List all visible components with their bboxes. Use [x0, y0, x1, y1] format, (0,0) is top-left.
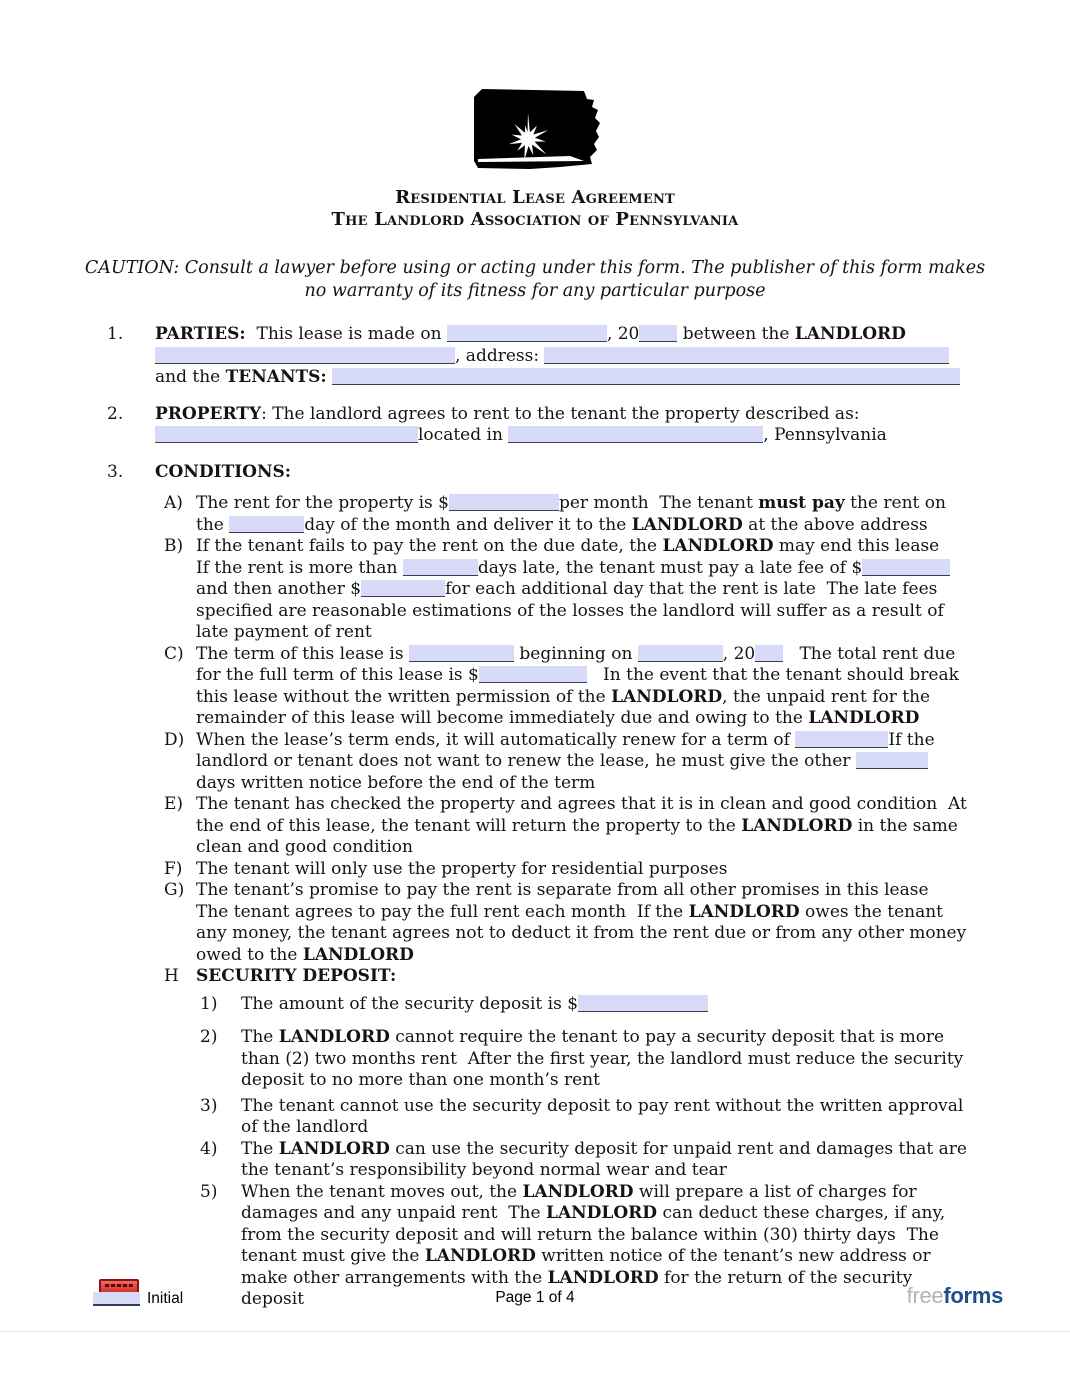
- bold-text-run: LANDLORD: [278, 1138, 390, 1159]
- text-run: can deduct these charges, if any, from the security deposit and will return the balance within (30) thirty days The tenant must give the: [241, 1203, 951, 1266]
- deposit-number: 4): [200, 1138, 218, 1159]
- total-rent-field[interactable]: [479, 666, 587, 683]
- condition-content: [196, 536, 967, 644]
- bold-text-run: SECURITY DEPOSIT:: [196, 966, 397, 986]
- lease-year-field[interactable]: [639, 325, 677, 342]
- bold-text-run: PROPERTY: [155, 403, 262, 424]
- text-run: owes the tenant any money, the tenant agrees not to deduct it from the rent due or from any other money owed to the: [196, 901, 972, 965]
- deposit-content: [241, 994, 967, 1016]
- text-run: days written notice before the end of the term: [196, 751, 934, 793]
- condition-letter: C): [164, 643, 184, 664]
- condition-item: [164, 730, 967, 795]
- numbered-item: [107, 324, 967, 389]
- text-run: The rent for the property is $: [196, 493, 449, 513]
- bold-text-run: LANDLORD: [662, 536, 774, 556]
- deposit-content: [241, 1138, 973, 1182]
- condition-content: [196, 730, 967, 795]
- condition-content: [196, 880, 972, 966]
- deposit-content: [241, 1027, 967, 1092]
- text-run: When the tenant moves out, the: [241, 1181, 523, 1202]
- deposit-content: [241, 1096, 967, 1139]
- bold-text-run: PARTIES:: [155, 324, 246, 344]
- text-run: for the return of the security deposit: [241, 1267, 918, 1309]
- text-run: cannot require the tenant to pay a security deposit that is more than (2) two months rent After the first year, the landlord must reduce the security deposit to no more than one month’s rent: [241, 1027, 969, 1090]
- text-run: , 20: [606, 324, 640, 344]
- brand-forms-text: forms: [943, 1283, 1003, 1308]
- late-fee-field[interactable]: [862, 559, 950, 576]
- text-run: per month The tenant: [558, 493, 759, 513]
- text-run: day of the month and deliver it to the: [304, 514, 632, 535]
- deposit-number: 3): [200, 1095, 218, 1116]
- lease-date-field[interactable]: [447, 325, 607, 342]
- pennsylvania-silhouette: [474, 89, 600, 169]
- deposit-number: 2): [200, 1027, 218, 1047]
- text-run: will prepare a list of charges for damages and any unpaid rent The: [241, 1181, 923, 1223]
- text-run: The total rent due for the full term of this lease is $: [196, 643, 961, 685]
- text-run: at the above address: [742, 514, 928, 535]
- text-run: If the tenant fails to pay the rent on the due date, the: [196, 536, 663, 556]
- document-items: [0, 324, 1070, 1311]
- text-run: located in: [418, 425, 509, 445]
- item-number: 3.: [107, 461, 124, 482]
- condition-content: [196, 644, 967, 730]
- text-run: The tenant’s promise to pay the rent is separate from all other promises in this lease The tenant agrees to pay the full rent each month If the: [196, 880, 940, 922]
- condition-content: [196, 794, 973, 859]
- text-run: The tenant cannot use the security deposit to pay rent without the written approval of the landlord: [241, 1095, 969, 1137]
- text-run: This lease is made on: [245, 324, 447, 344]
- text-run: may end this lease If the rent is more than: [196, 536, 956, 578]
- bold-text-run: LANDLORD: [278, 1027, 390, 1047]
- bold-text-run: LANDLORD: [688, 901, 800, 922]
- condition-letter: H: [164, 966, 179, 986]
- condition-letter: F): [164, 858, 183, 879]
- text-run: : The landlord agrees to rent to the tenant the property described as:: [261, 403, 860, 424]
- condition-letter: E): [164, 794, 184, 814]
- text-run: The: [241, 1138, 279, 1159]
- text-run: can use the security deposit for unpaid rent and damages that are the tenant’s responsibility beyond normal wear and tear: [241, 1138, 973, 1180]
- initial-label: Initial: [147, 1290, 184, 1307]
- caution-notice: CAUTION: Consult a lawyer before using or acting under this form. The publisher of this form makes no warranty of its fitness for any particular purpose: [84, 258, 986, 301]
- text-run: between the: [677, 324, 795, 344]
- condition-letter: D): [164, 729, 185, 750]
- bold-text-run: LANDLORD: [545, 1203, 658, 1223]
- deposit-item: [200, 1096, 967, 1139]
- item-content: [155, 324, 967, 389]
- text-run: When the lease’s term ends, it will automatically renew for a term of: [196, 729, 796, 750]
- text-run: written notice of the tenant’s new address or make other arrangements with the: [241, 1246, 937, 1288]
- bold-text-run: LANDLORD: [631, 514, 743, 535]
- deposit-number: 5): [200, 1181, 218, 1202]
- bold-text-run: must pay: [758, 493, 845, 513]
- condition-item: [164, 794, 973, 859]
- text-run: and the: [155, 367, 226, 387]
- bold-text-run: LANDLORD: [302, 944, 414, 965]
- condition-content: [196, 493, 967, 536]
- property-city-field[interactable]: [508, 426, 763, 443]
- text-run: The term of this lease is: [196, 643, 409, 664]
- bold-text-run: LANDLORD: [794, 324, 906, 344]
- text-run: , Pennsylvania: [763, 425, 887, 445]
- text-run: The: [241, 1027, 279, 1047]
- late-days-field[interactable]: [403, 559, 478, 576]
- bold-text-run: LANDLORD: [741, 815, 853, 836]
- bold-text-run: LANDLORD: [424, 1246, 536, 1266]
- text-run: The amount of the security deposit is $: [241, 993, 579, 1014]
- condition-item: [164, 493, 967, 536]
- additional-late-fee-field[interactable]: [361, 580, 445, 597]
- condition-letter: A): [164, 493, 183, 513]
- numbered-item: [107, 404, 967, 447]
- landlord-address-field[interactable]: [544, 347, 949, 364]
- condition-item: [164, 859, 967, 881]
- text-run: , the unpaid rent for the remainder of this lease will become immediately due and owing to the: [196, 686, 936, 728]
- bold-text-run: LANDLORD: [547, 1267, 659, 1288]
- condition-content: [196, 859, 967, 881]
- bold-text-run: TENANTS:: [225, 367, 327, 387]
- condition-letter: B): [164, 536, 184, 556]
- condition-letter: G): [164, 880, 185, 900]
- item-content: [155, 404, 967, 447]
- page-number: Page 1 of 4: [495, 1289, 575, 1306]
- text-run: In the event that the tenant should break this lease without the written permission of the: [196, 665, 965, 707]
- brand-free-text: free: [906, 1283, 944, 1308]
- page-boundary-line: [0, 1331, 1070, 1332]
- text-run: days late, the tenant must pay a late fee of $: [477, 557, 863, 578]
- text-run: , address:: [455, 345, 545, 366]
- deposit-item: [200, 1027, 967, 1092]
- renewal-term-field[interactable]: [795, 731, 888, 748]
- document-title-block: [0, 187, 1070, 231]
- condition-item: [164, 536, 967, 644]
- text-run: and then another $: [196, 557, 956, 599]
- freeforms-logo: [907, 1283, 1003, 1309]
- text-run: for each additional day that the rent is late The late fees specified are reasonable estimations of the losses the landlord will suffer as a result of late payment of rent: [196, 579, 950, 642]
- bold-text-run: CONDITIONS:: [155, 461, 292, 482]
- document-subtitle: The Landlord Association of Pennsylvania: [331, 209, 739, 230]
- condition-item: [164, 644, 967, 730]
- deposit-item: [200, 994, 967, 1016]
- landlord-name-field[interactable]: [155, 347, 455, 364]
- item-number: 1.: [107, 324, 124, 344]
- bold-text-run: LANDLORD: [522, 1181, 634, 1202]
- text-run: The tenant will only use the property for residential purposes: [196, 858, 728, 879]
- text-run: in the same clean and good condition: [196, 815, 964, 857]
- text-run: beginning on: [513, 643, 638, 664]
- bold-text-run: LANDLORD: [808, 708, 920, 728]
- text-run: If the landlord or tenant does not want to renew the lease, he must give the other: [196, 729, 941, 771]
- deposit-number: 1): [200, 993, 218, 1014]
- rent-amount-field[interactable]: [449, 494, 559, 511]
- lease-term-field[interactable]: [409, 645, 514, 662]
- term-start-year-field[interactable]: [755, 645, 783, 662]
- landlord-association-pennsylvania-logo: [470, 87, 601, 171]
- tenants-names-field[interactable]: [332, 368, 960, 385]
- deposit-item: [200, 1138, 973, 1182]
- item-number: 2.: [107, 403, 124, 424]
- property-description-field[interactable]: [155, 426, 418, 443]
- text-run: the rent on the: [196, 493, 952, 535]
- term-start-date-field[interactable]: [638, 645, 723, 662]
- security-deposit-amount-field[interactable]: [578, 995, 708, 1012]
- notice-days-field[interactable]: [856, 752, 928, 769]
- document-title: Residential Lease Agreement: [395, 187, 675, 208]
- condition-item: [164, 880, 972, 966]
- text-run: The tenant has checked the property and agrees that it is in clean and good condition At the end of this lease, the tenant will return the property to the: [196, 794, 973, 836]
- bold-text-run: LANDLORD: [611, 686, 723, 707]
- rent-due-day-field[interactable]: [229, 516, 304, 533]
- text-run: , 20: [722, 643, 756, 664]
